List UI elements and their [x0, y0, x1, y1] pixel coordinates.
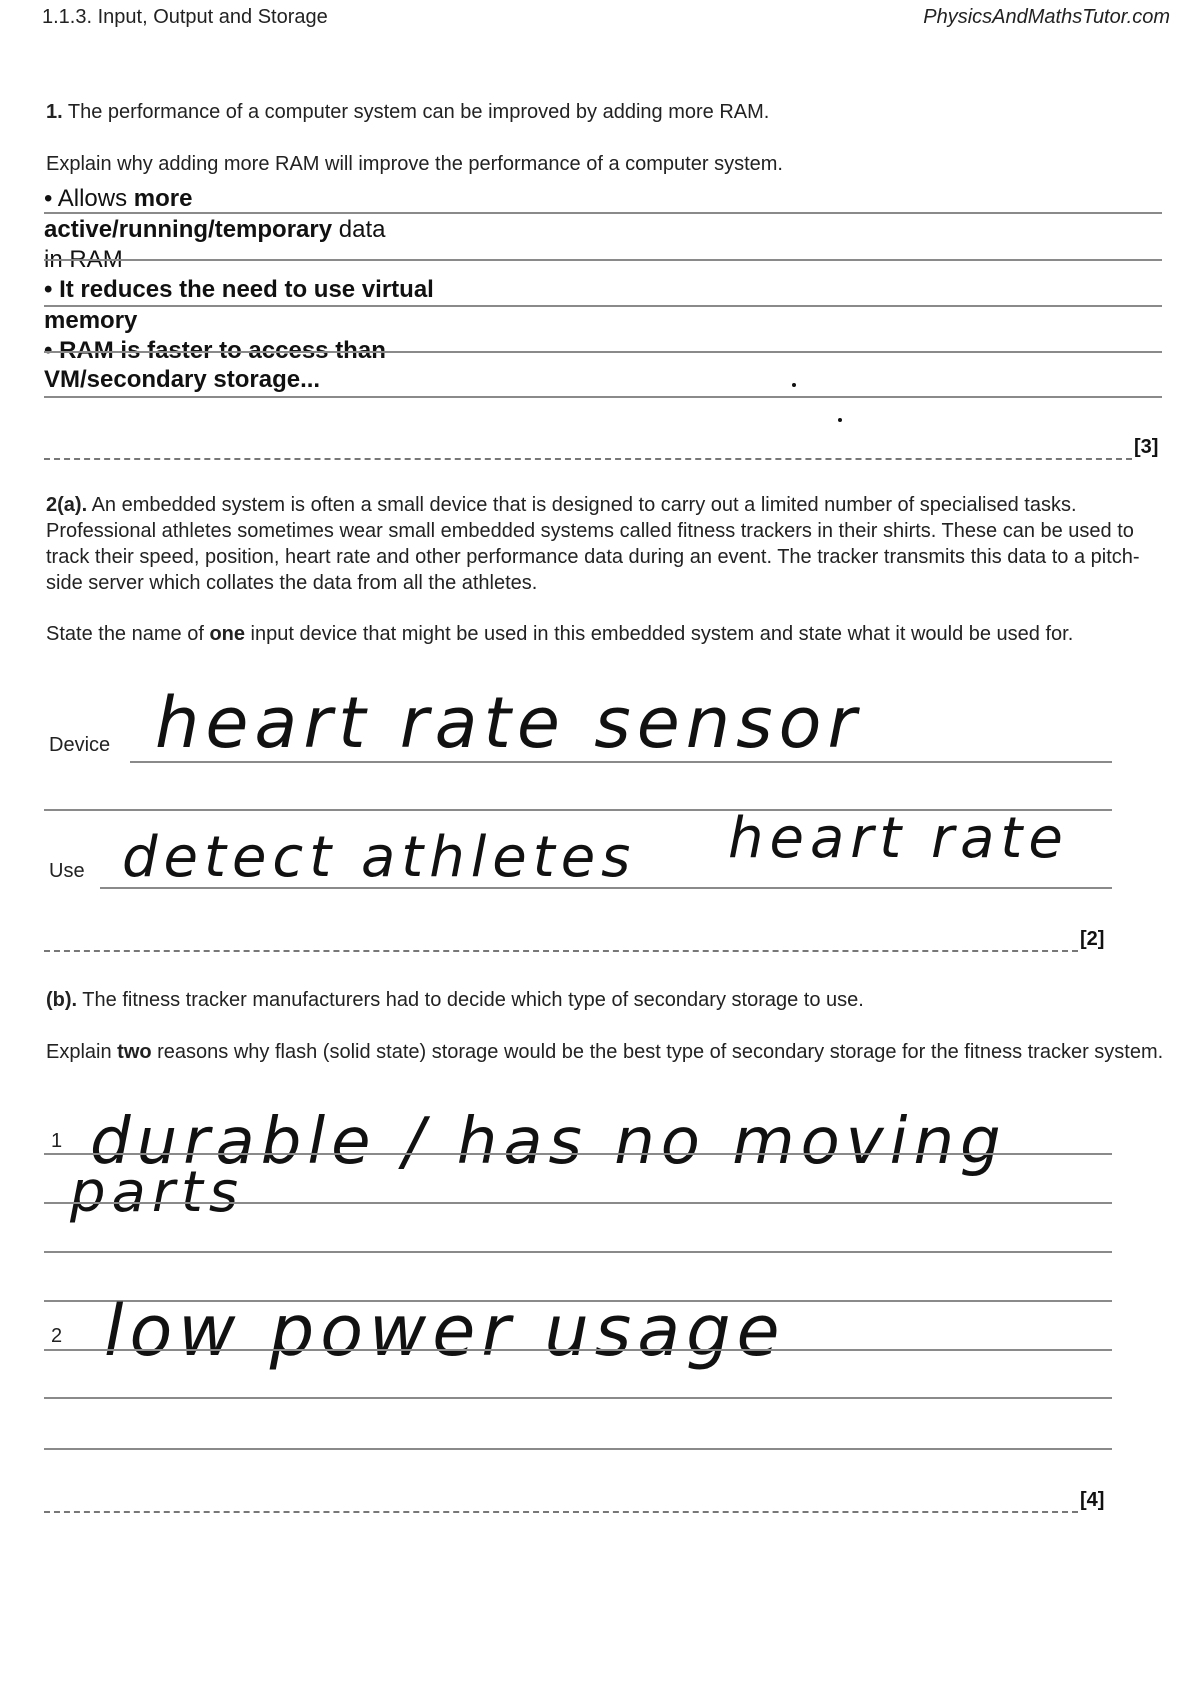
answer-rule: [44, 1349, 1112, 1351]
reason-2-number: 2: [51, 1325, 63, 1347]
answer-rule: [44, 1448, 1112, 1450]
answer-rule: [100, 887, 1112, 889]
q2b-marks: [4]: [1080, 1489, 1105, 1511]
reason-1-number: 1: [51, 1130, 63, 1152]
q1-answer-line: • RAM is faster to access than: [44, 337, 386, 364]
answer-rule: [44, 212, 1162, 214]
marks-divider: [44, 1511, 1078, 1513]
reason-1-handwritten-answer: durable / has no moving: [90, 1105, 1007, 1179]
q1-answer-line: active/running/temporary data: [44, 216, 386, 243]
q2b-number: (b).: [46, 989, 78, 1011]
answer-rule: [44, 396, 1162, 398]
q2a-prompt: State the name of one input device that might be used in this embedded system and state what it would be used for.: [46, 623, 1074, 645]
q1-answer-line: VM/secondary storage...: [44, 366, 321, 393]
q1-stem: [46, 99, 1166, 125]
q1-marks: [3]: [1134, 436, 1159, 458]
device-label: Device: [49, 734, 111, 756]
use-label: Use: [49, 860, 85, 882]
q2a-stem: [46, 492, 1166, 596]
q1-answer-line: • Allows more: [44, 185, 193, 212]
page-topic: 1.1.3. Input, Output and Storage: [42, 6, 328, 28]
q1-answer-line: in RAM: [44, 246, 123, 273]
reason-2-handwritten-answer: low power usage: [104, 1290, 786, 1372]
answer-rule: [44, 259, 1162, 261]
q1-stem-text: The performance of a computer system can be improved by adding more RAM.: [67, 101, 770, 123]
q2b-prompt: Explain two reasons why flash (solid state) storage would be the best type of secondary storage for the fitness tracker system.: [46, 1041, 1164, 1063]
ink-dot: [792, 383, 796, 387]
reason-1-handwritten-answer-cont: parts: [70, 1160, 245, 1225]
q1-answer-line: memory: [44, 307, 138, 334]
answer-rule: [44, 305, 1162, 307]
answer-rule: [44, 1251, 1112, 1253]
q1-prompt: Explain why adding more RAM will improve the performance of a computer system.: [46, 153, 783, 175]
q1-answer-line: • It reduces the need to use virtual: [44, 276, 434, 303]
q2b-stem: [46, 987, 1166, 1013]
q2b-stem-text: The fitness tracker manufacturers had to decide which type of secondary storage to use.: [82, 989, 864, 1011]
source-watermark: PhysicsAndMathsTutor.com: [923, 6, 1170, 28]
device-handwritten-answer: heart rate sensor: [155, 682, 863, 764]
marks-divider: [44, 458, 1132, 460]
q1-number: 1.: [46, 101, 63, 123]
marks-divider: [44, 950, 1078, 952]
answer-rule: [44, 1397, 1112, 1399]
answer-rule: [44, 1153, 1112, 1155]
q2a-marks: [2]: [1080, 928, 1105, 950]
q2a-stem-text: An embedded system is often a small device that is designed to carry out a limited number of specialised tasks. Professional athletes sometimes wear small embedded systems called fitness trackers in their shirts. These can be used to track their speed, position, heart rate and other performance data during an event. The tracker transmits this data to a pitch-side server which collates the data from all the athletes.: [46, 494, 1140, 594]
q2a-number: 2(a).: [46, 494, 88, 516]
use-handwritten-answer: detect athletes: [122, 825, 637, 890]
answer-rule: [44, 351, 1162, 353]
ink-dot: [838, 418, 842, 422]
answer-rule: [130, 761, 1112, 763]
use-handwritten-answer-cont: heart rate: [728, 806, 1069, 871]
answer-rule: [44, 1202, 1112, 1204]
